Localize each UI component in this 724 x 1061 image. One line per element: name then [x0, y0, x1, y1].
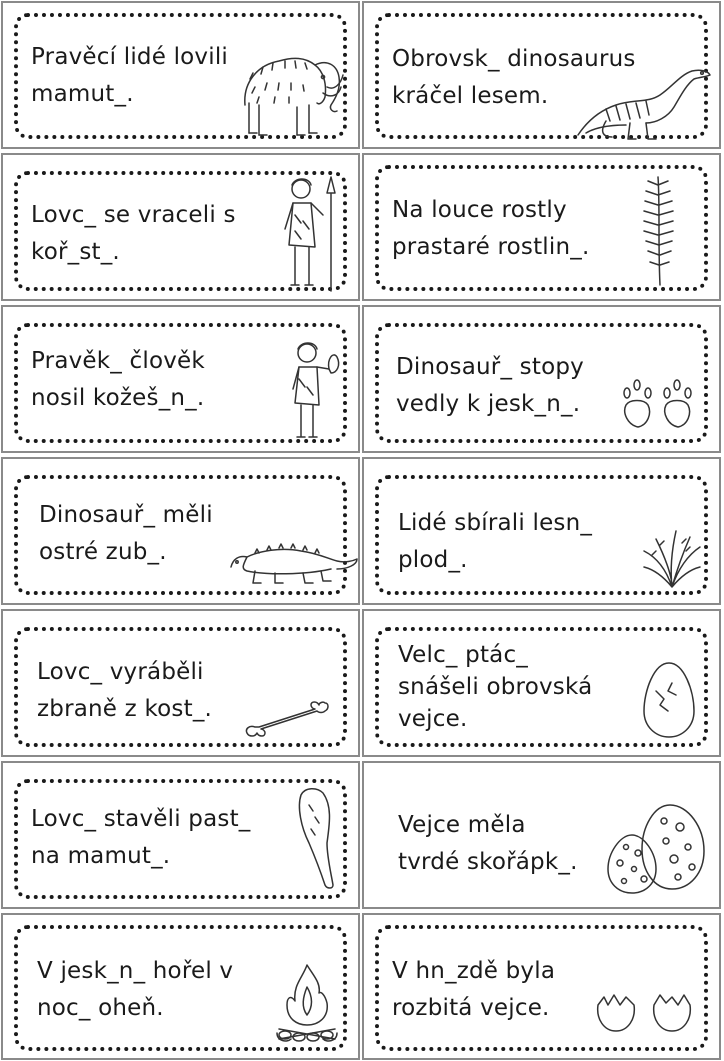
text-line: plod_.	[398, 547, 468, 573]
task-card-9	[1, 609, 360, 757]
text-line: koř_st_.	[31, 239, 120, 265]
text-line: zbraně z kost_.	[37, 696, 213, 722]
text-line: Lovc_ vyráběli	[37, 659, 204, 685]
text-line: Na louce rostly	[392, 197, 567, 223]
text-line: vejce.	[398, 706, 468, 732]
text-line: V jesk_n_ hořel v	[37, 958, 234, 984]
text-line: Velc_ ptác_	[398, 642, 529, 668]
ankylosaurus-icon	[225, 541, 359, 585]
card-text	[31, 39, 228, 113]
text-line: ostré zub_.	[39, 539, 167, 565]
task-card-6	[362, 305, 721, 453]
card-text	[392, 953, 555, 1027]
text-line: mamut_.	[31, 81, 134, 107]
text-line: Lovc_ stavěli past_	[31, 806, 251, 832]
campfire-icon	[273, 963, 341, 1045]
mammoth-icon	[235, 43, 345, 139]
task-card-1	[1, 1, 360, 149]
text-line: Pravěk_ člověk	[31, 348, 205, 374]
text-line: Dinosauř_ stopy	[396, 354, 584, 380]
task-card-14	[362, 913, 721, 1060]
text-line: nosil kožeš_n_.	[31, 385, 205, 411]
text-line: snášeli obrovská	[398, 674, 593, 700]
task-card-13	[1, 913, 360, 1060]
text-line: Lidé sbírali lesn_	[398, 510, 593, 536]
text-line: noc_ oheň.	[37, 995, 164, 1021]
text-line: rozbitá vejce.	[392, 995, 550, 1021]
task-card-4	[362, 153, 721, 301]
footprints-icon	[618, 377, 700, 433]
cracked-egg-icon	[642, 661, 696, 739]
task-card-2	[362, 1, 721, 149]
text-line: prastaré rostlin_.	[392, 234, 590, 260]
spotted-eggs-icon	[604, 803, 708, 895]
text-line: Dinosauř_ měli	[39, 502, 213, 528]
text-line: Lovc_ se vraceli s	[31, 202, 236, 228]
text-line: tvrdé skořápk_.	[398, 849, 578, 875]
text-line: Obrovsk_ dinosaurus	[392, 46, 636, 72]
card-text	[39, 497, 213, 571]
card-text	[396, 349, 584, 423]
card-text	[398, 807, 578, 881]
task-card-3	[1, 153, 360, 301]
card-text	[31, 343, 205, 417]
card-text	[37, 654, 212, 728]
card-text	[31, 197, 236, 271]
task-card-11	[1, 761, 360, 909]
card-text	[392, 192, 589, 266]
text-line: na mamut_.	[31, 843, 171, 869]
task-card-5	[1, 305, 360, 453]
task-card-10	[362, 609, 721, 757]
task-card-8	[362, 457, 721, 605]
text-line: vedly k jesk_n_.	[396, 391, 581, 417]
card-text	[398, 505, 592, 579]
task-card-12	[362, 761, 721, 909]
card-text	[31, 801, 251, 875]
bone-icon	[241, 699, 337, 741]
text-line: Vejce měla	[398, 812, 526, 838]
card-text	[37, 953, 233, 1027]
caveman-club-icon	[287, 339, 343, 443]
grass-icon	[642, 525, 702, 589]
text-line: Pravěcí lidé lovili	[31, 44, 229, 70]
text-line: kráčel lesem.	[392, 83, 549, 109]
card-text	[398, 639, 592, 735]
caveman-spear-icon	[281, 175, 343, 293]
fern-icon	[640, 175, 676, 287]
dinosaur-icon	[576, 65, 712, 143]
club-icon	[293, 787, 339, 891]
task-card-7	[1, 457, 360, 605]
broken-eggshells-icon	[594, 993, 702, 1035]
text-line: V hn_zdě byla	[392, 958, 556, 984]
